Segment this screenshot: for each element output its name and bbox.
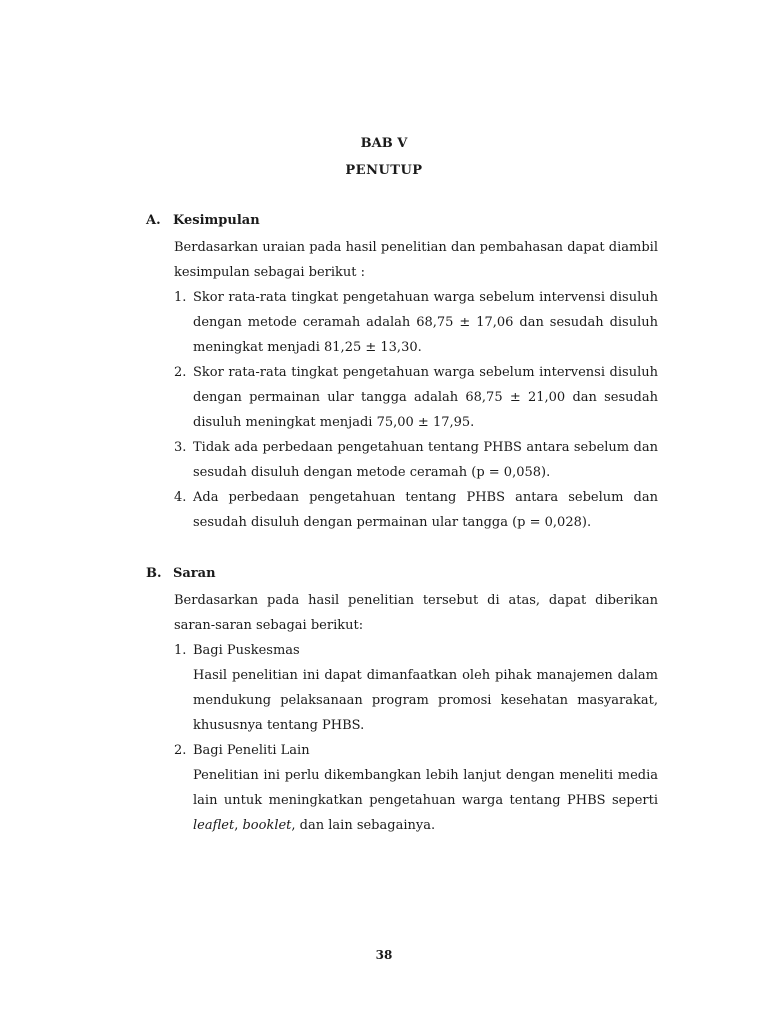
suggestion-item-1 xyxy=(174,638,658,663)
suggestion-item-2-body xyxy=(174,763,658,838)
suggestion-item-1-title: Bagi Puskesmas xyxy=(193,643,300,658)
section-a-content xyxy=(174,235,658,535)
suggestion-item-2-body-end: , dan lain sebagainya. xyxy=(291,818,436,833)
section-a-title: Kesimpulan xyxy=(173,213,260,228)
section-a-heading xyxy=(146,213,260,228)
section-a-letter: A. xyxy=(146,213,161,228)
term-separator: , xyxy=(234,818,243,833)
section-a-intro: Berdasarkan uraian pada hasil penelitian dan pembahasan dapat diambil kesimpulan sebagai berikut : xyxy=(174,240,658,280)
chapter-label: BAB V xyxy=(360,136,408,151)
conclusion-item-1-text: Skor rata-rata tingkat pengetahuan warga sebelum intervensi disuluh dengan metode ceramah adalah 68,75 ± 17,06 dan sesudah disuluh meningkat menjadi 81,25 ± 13,30. xyxy=(193,290,658,355)
conclusion-item-4-text: Ada perbedaan pengetahuan tentang PHBS antara sebelum dan sesudah disuluh dengan permainan ular tangga (p = 0,028). xyxy=(193,490,658,530)
suggestion-item-1-number: 1. xyxy=(174,643,187,658)
section-b-content xyxy=(174,588,658,838)
suggestion-item-1-body: Hasil penelitian ini dapat dimanfaatkan oleh pihak manajemen dalam mendukung pelaksanaan program promosi kesehatan masyarakat, khususnya tentang PHBS. xyxy=(193,668,658,733)
page-number: 38 xyxy=(375,948,393,962)
conclusion-item-4-number: 4. xyxy=(174,490,187,505)
suggestion-item-2 xyxy=(174,738,658,763)
conclusion-item-3-number: 3. xyxy=(174,440,187,455)
conclusion-item-2-text: Skor rata-rata tingkat pengetahuan warga sebelum intervensi disuluh dengan permainan ular tangga adalah 68,75 ± 21,00 dan sesudah disuluh meningkat menjadi 75,00 ± 17,95. xyxy=(193,365,658,430)
conclusion-item-4 xyxy=(174,485,658,535)
suggestion-item-2-number: 2. xyxy=(174,743,187,758)
conclusion-item-2 xyxy=(174,360,658,435)
term-booklet: booklet xyxy=(242,818,292,833)
section-b-letter: B. xyxy=(146,566,162,581)
section-b-title: Saran xyxy=(173,566,216,581)
conclusion-item-1 xyxy=(174,285,658,360)
conclusion-item-3 xyxy=(174,435,658,485)
chapter-title: PENUTUP xyxy=(345,163,423,178)
section-b-intro: Berdasarkan pada hasil penelitian tersebut di atas, dapat diberikan saran-saran sebagai berikut: xyxy=(174,593,658,633)
term-leaflet: leaflet xyxy=(193,818,235,833)
conclusion-item-2-number: 2. xyxy=(174,365,187,380)
suggestion-item-2-title: Bagi Peneliti Lain xyxy=(193,743,310,758)
conclusion-item-1-number: 1. xyxy=(174,290,187,305)
suggestion-item-2-body-start: Penelitian ini perlu dikembangkan lebih lanjut dengan meneliti media lain untuk meningkatkan pengetahuan warga tentang PHBS seperti xyxy=(193,768,658,808)
conclusion-item-3-text: Tidak ada perbedaan pengetahuan tentang PHBS antara sebelum dan sesudah disuluh dengan metode ceramah (p = 0,058). xyxy=(193,440,658,480)
section-b-heading xyxy=(146,566,216,581)
